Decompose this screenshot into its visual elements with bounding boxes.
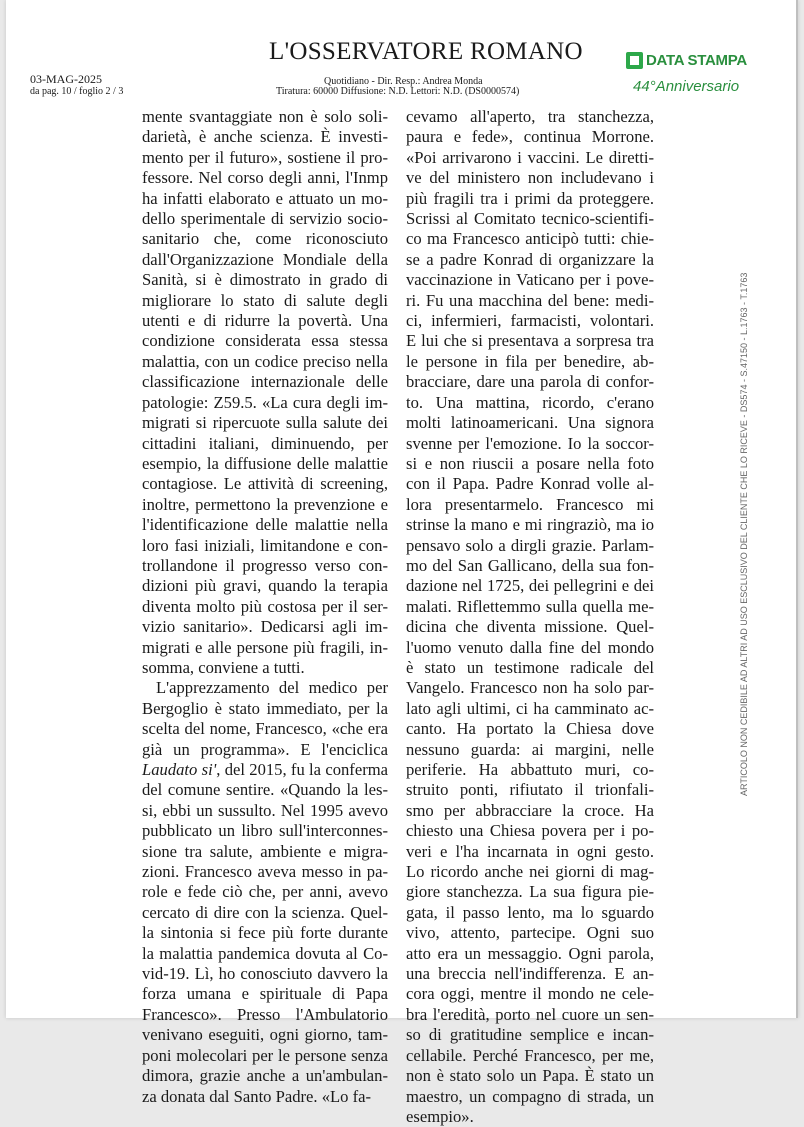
- article-line: nessuno guarda: ai margini, nelle: [406, 739, 654, 759]
- article-line: Laudato si', del 2015, fu la conferma: [142, 760, 388, 779]
- article-line: pensavo solo a dirgli grazie. Parlam-: [406, 535, 654, 555]
- article-line: sanitario che, come riconosciuto: [142, 229, 388, 249]
- article-line: zioni. Francesco aveva messo in pa-: [142, 862, 388, 882]
- article-line: la sintonia si fece più forte durante: [142, 923, 388, 943]
- article-line: utenti e di ridurre la povertà. Una: [142, 311, 388, 331]
- article-line: contagiose. Le attività di screening,: [142, 474, 388, 494]
- article-line: Sanità, si è dimostrato in grado di: [142, 270, 388, 290]
- article-line: ha infatti elaborato e attuato un mo-: [142, 188, 388, 208]
- article-column-1: [142, 107, 388, 1107]
- article-line: Lo ricordo anche nei giorni di mag-: [406, 862, 654, 882]
- newspaper-masthead: L'OSSERVATORE ROMANO: [269, 38, 583, 65]
- article-column-2: [406, 107, 654, 1127]
- article-line: vizio sanitario». Dedicarsi agli im-: [142, 617, 388, 637]
- article-line: darietà, è anche scienza. È investi-: [142, 127, 388, 147]
- article-line: loro fasi iniziali, limitandone e con-: [142, 535, 388, 555]
- article-line: se a padre Konrad di organizzare la: [406, 249, 654, 269]
- article-line: periferie. Ha abbattuto muri, co-: [406, 760, 654, 779]
- data-stampa-logo-icon: [626, 52, 643, 69]
- article-line: Bergoglio è stato immediato, per la: [142, 698, 388, 718]
- article-line: cevamo all'aperto, tra stanchezza,: [406, 107, 654, 126]
- article-line: esempio, la diffusione delle malattie: [142, 453, 388, 473]
- article-line: dall'Organizzazione Mondiale della: [142, 249, 388, 269]
- article-line: malattia, con un codice preciso nella: [142, 351, 388, 371]
- article-line: pubblicato un libro sull'interconnes-: [142, 821, 388, 841]
- article-line: migrati e alle persone più fragili, in-: [142, 637, 388, 657]
- article-line: classificazione internazionale delle: [142, 372, 388, 392]
- article-line: mento per il futuro», sostiene il pro-: [142, 147, 388, 167]
- article-line: le persone in fila per benedire, ab-: [406, 351, 654, 371]
- article-line: dimora, grazie anche a un'ambulan-: [142, 1066, 388, 1086]
- article-line: Scrissi al Comitato tecnico-scientifi-: [406, 209, 654, 229]
- article-line: vivo, attento, partecipe. Ogni suo: [406, 923, 654, 943]
- article-line: so di gratitudine semplice e incan-: [406, 1025, 654, 1045]
- article-line: role e fede ciò che, per anni, avevo: [142, 882, 388, 902]
- article-line: l'identificazione delle malattie nella: [142, 515, 388, 535]
- article-line: del comune sentire. «Quando la les-: [142, 780, 388, 800]
- article-line: veri e l'ha incarnata in ogni gesto.: [406, 841, 654, 861]
- article-line: gata, il passo lento, ma lo sguardo: [406, 902, 654, 922]
- data-stampa-logo-text: DATA STAMPA: [646, 52, 747, 69]
- article-line: malati. Riflettemmo sulla quella me-: [406, 596, 654, 616]
- article-line: l'uomo venuto dalla fine del mondo: [406, 637, 654, 657]
- article-line: to. Una mattina, ricordo, c'erano: [406, 392, 654, 412]
- article-line: co ma Francesco anticipò tutti: chie-: [406, 229, 654, 249]
- article-line: più fragili tra i primi da proteggere.: [406, 188, 654, 208]
- article-line: forza umana e spirituale di Papa: [142, 984, 388, 1004]
- article-line: dizioni più gravi, quando la terapia: [142, 576, 388, 596]
- article-line: canto. Ha portato la Chiesa dove: [406, 719, 654, 739]
- article-line: smo per abbracciare la croce. Ha: [406, 800, 654, 820]
- anniversary-label: 44°Anniversario: [633, 78, 740, 95]
- article-line: chiesto una Chiesa povera per i po-: [406, 821, 654, 841]
- article-line: migrati si ripercuote sulla salute dei: [142, 413, 388, 433]
- article-line: mo del San Gallicano, della sua fon-: [406, 555, 654, 575]
- vertical-copyright-note: [739, 176, 753, 796]
- article-line: cercato di dire con la scienza. Quel-: [142, 902, 388, 922]
- article-line: maestro, un compagno di strada, un: [406, 1086, 654, 1106]
- article-line: struito ponti, rifiutato il trionfali-: [406, 780, 654, 800]
- article-line: bra l'eredità, porto nel cuore un sen-: [406, 1004, 654, 1024]
- article-line: mente svantaggiate non è solo soli-: [142, 107, 388, 126]
- article-line: somma, conviene a tutti.: [142, 657, 305, 677]
- article-line: cora oggi, mentre il mondo ne cele-: [406, 984, 654, 1004]
- article-line: dello sperimentale di servizio socio-: [142, 209, 388, 229]
- article-line: ve del ministero non includevano i: [406, 168, 654, 188]
- article-line: non è stato solo un Papa. È stato un: [406, 1066, 654, 1086]
- article-line: venivano eseguiti, ogni giorno, tam-: [142, 1025, 388, 1045]
- article-line: inoltre, permettono la prevenzione e: [142, 494, 388, 514]
- article-line: ri. Fu una macchina del bene: medi-: [406, 290, 654, 310]
- article-line: atto era un messaggio. Ogni parola,: [406, 943, 654, 963]
- article-line: migliorare lo stato di salute degli: [142, 290, 388, 310]
- article-line: lora presentarmelo. Francesco mi: [406, 494, 654, 514]
- article-line: scelta del nome, Francesco, «che era: [142, 719, 388, 739]
- article-line: si e non riuscii a posare nella foto: [406, 453, 654, 473]
- publication-meta-line2: Tiratura: 60000 Diffusione: N.D. Lettori: N.D. (DS0000574): [276, 86, 520, 97]
- article-line: paura e fede», continua Morrone.: [406, 127, 654, 147]
- article-line: una breccia nell'indifferenza. E an-: [406, 964, 654, 984]
- article-line: condizione considerata essa stessa: [142, 331, 388, 351]
- article-line: «Poi arrivarono i vaccini. Le diretti-: [406, 147, 654, 167]
- article-line: E lui che si presentava a sorpresa tra: [406, 331, 654, 351]
- article-line: strinse la mano e mi ringraziò, ma io: [406, 515, 654, 535]
- article-line: dicina che diventa missione. Quel-: [406, 617, 654, 637]
- article-line: Francesco». Presso l'Ambulatorio: [142, 1004, 388, 1024]
- article-line: cittadini italiani, diminuendo, per: [142, 433, 388, 453]
- article-line: con il Papa. Padre Konrad volle al-: [406, 474, 654, 494]
- article-line: L'apprezzamento del medico per: [156, 678, 388, 698]
- article-line: già un programma». E l'enciclica: [142, 739, 388, 759]
- page-info: da pag. 10 / foglio 2 / 3: [30, 86, 124, 97]
- article-line: vaccinazione in Vaticano per i pove-: [406, 270, 654, 290]
- article-line: fessore. Nel corso degli anni, l'Inmp: [142, 168, 388, 188]
- publication-meta-line1: Quotidiano - Dir. Resp.: Andrea Monda: [324, 76, 483, 87]
- clipping-date: 03-MAG-2025: [30, 72, 102, 86]
- copyright-note-text: ARTICOLO NON CEDIBILE AD ALTRI AD USO ESCLUSIVO DEL CLIENTE CHE LO RICEVE - DS574 - S.47150 - L.1763 - T.1763: [739, 272, 749, 796]
- article-line: è stato un testimone radicale del: [406, 657, 654, 677]
- article-line: svenne per l'emozione. Io la soccor-: [406, 433, 654, 453]
- article-line: patologie: Z59.5. «La cura degli im-: [142, 392, 388, 412]
- newspaper-clipping-page: [6, 0, 798, 1126]
- article-line: molti latinoamericani. Una signora: [406, 413, 654, 433]
- article-line: ci, infermieri, farmacisti, volontari.: [406, 311, 654, 331]
- article-line: dazione nel 1725, dei pellegrini e dei: [406, 576, 654, 596]
- article-line: bracciare, dare una parola di confor-: [406, 372, 654, 392]
- article-line: esempio».: [406, 1106, 474, 1126]
- article-line: la malattia pandemica dovuta al Co-: [142, 943, 388, 963]
- article-line: poni molecolari per le persone senza: [142, 1045, 388, 1065]
- article-line: sione tra salute, ambiente e migra-: [142, 841, 388, 861]
- article-line: si, ebbi un sussulto. Nel 1995 avevo: [142, 800, 388, 820]
- article-line: trollandone il progresso verso con-: [142, 555, 388, 575]
- article-line: giore stanchezza. La sua figura pie-: [406, 882, 654, 902]
- article-line: za donata dal Santo Padre. «Lo fa-: [142, 1086, 371, 1106]
- article-line: cellabile. Perché Francesco, per me,: [406, 1045, 654, 1065]
- article-line: lato agli ultimi, ci ha camminato ac-: [406, 698, 654, 718]
- article-line: vid-19. Lì, ho conosciuto davvero la: [142, 964, 388, 984]
- article-line: diventa molto più costosa per il ser-: [142, 596, 388, 616]
- article-line: Vangelo. Francesco non ha solo par-: [406, 678, 654, 698]
